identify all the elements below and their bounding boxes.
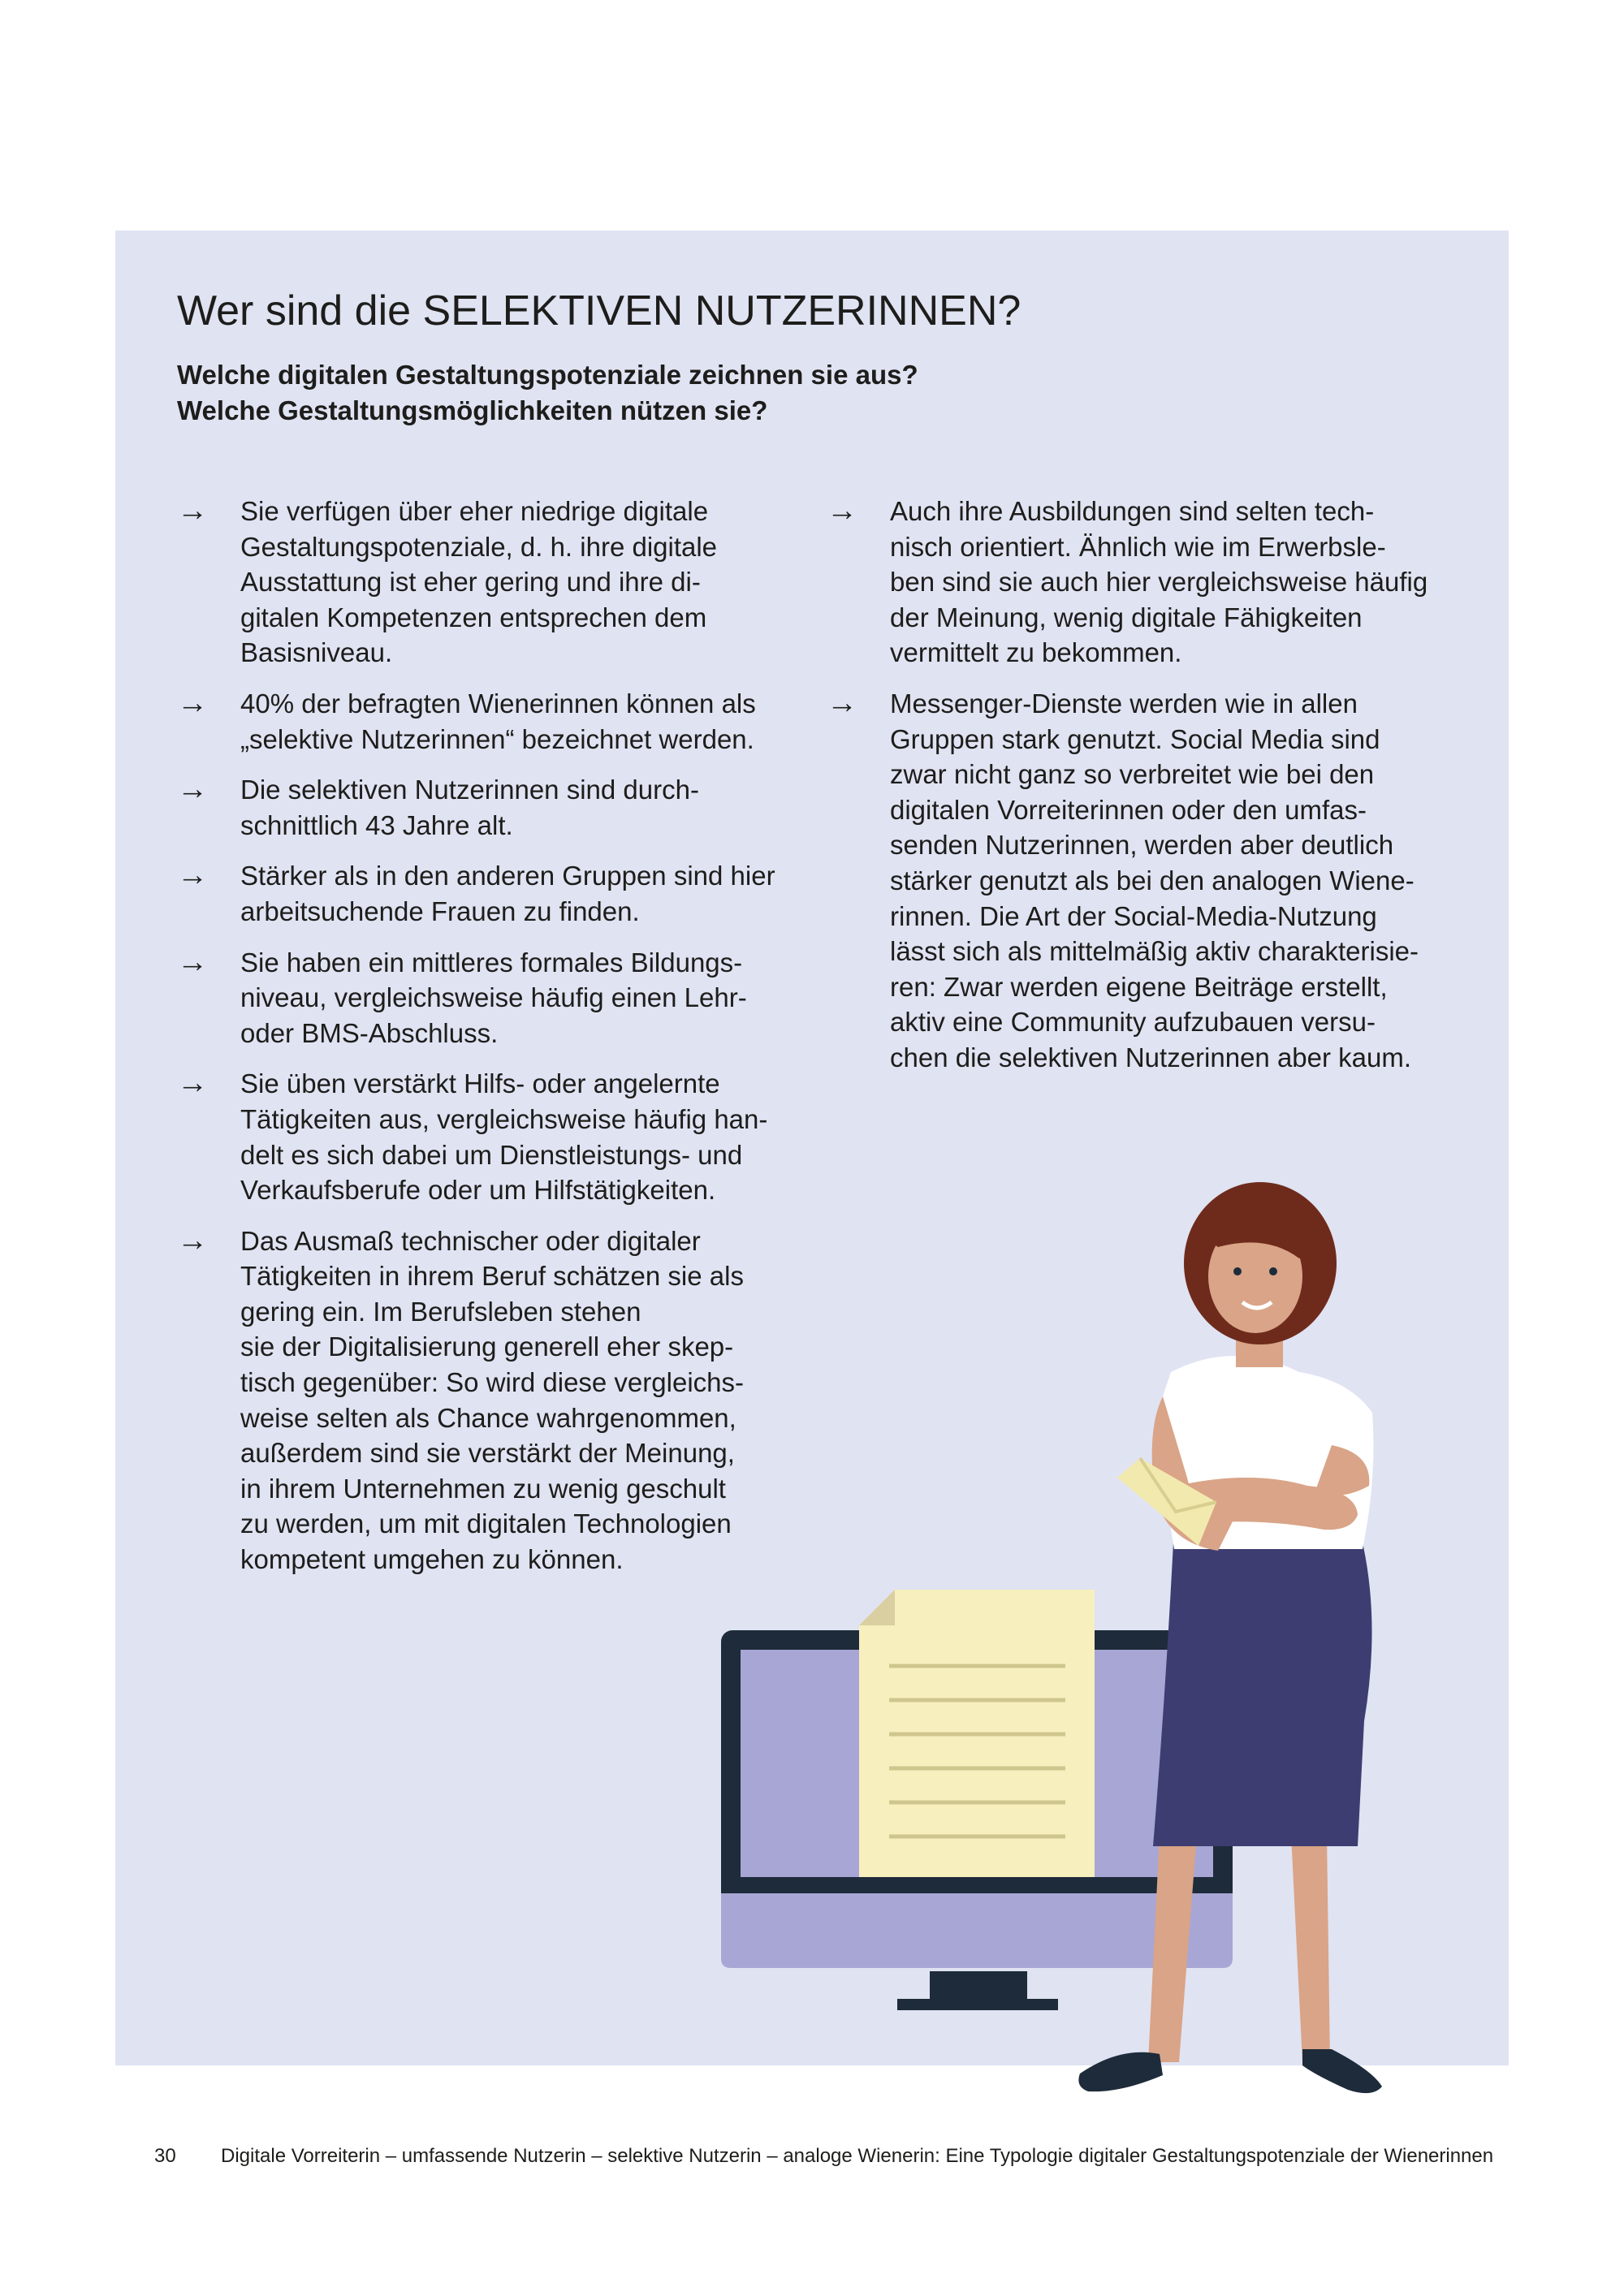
page-title: Wer sind die SELEKTIVEN NUTZERINNEN? (177, 287, 1021, 334)
bullet-text-line: lässt sich als mittelmäßig aktiv charakterisie- (890, 936, 1419, 967)
bullet-text-line: Die selektiven Nutzerinnen sind durch- (240, 775, 699, 805)
subtitle (177, 357, 918, 429)
arrow-right-icon: → (177, 772, 208, 807)
bullet-text-line: 40% der befragten Wienerinnen können als (240, 688, 756, 719)
arrow-right-icon: → (177, 858, 208, 893)
bullet-text-line: der Meinung, wenig digitale Fähigkeiten (890, 602, 1363, 632)
bullet-text-line: Verkaufsberufe oder um Hilfstätigkeiten. (240, 1175, 716, 1206)
bullet-text-line: tisch gegenüber: So wird diese vergleichs- (240, 1367, 744, 1398)
right-bullet-list (827, 494, 1460, 1091)
subtitle-line: Welche digitalen Gestaltungspotenziale zeichnen sie aus? (177, 360, 918, 390)
bullet-text-line: senden Nutzerinnen, werden aber deutlich (890, 830, 1394, 861)
page-number: 30 (154, 2145, 176, 2167)
arrow-right-icon: → (177, 944, 208, 979)
arrow-right-icon: → (177, 1066, 208, 1101)
bullet-text-line: außerdem sind sie verstärkt der Meinung, (240, 1438, 735, 1469)
bullet-text-line: rinnen. Die Art der Social-Media-Nutzung (890, 900, 1377, 931)
bullet-text-line: Tätigkeiten in ihrem Beruf schätzen sie als (240, 1261, 744, 1292)
bullet-text-line: Sie verfügen über eher niedrige digitale (240, 496, 709, 526)
bullet-text-line: „selektive Nutzerinnen“ bezeichnet werden. (240, 723, 754, 754)
arrow-right-icon: → (177, 494, 208, 528)
bullet-text-line: arbeitsuchende Frauen zu finden. (240, 896, 640, 926)
bullet-item (827, 494, 1460, 671)
subtitle-line: Welche Gestaltungsmöglichkeiten nützen sie? (177, 395, 768, 425)
bullet-text-line: niveau, vergleichsweise häufig einen Lehr- (240, 982, 747, 1013)
bullet-text-line: stärker genutzt als bei den analogen Wiene- (890, 865, 1415, 896)
bullet-item (177, 494, 810, 671)
bullet-item (177, 945, 810, 1051)
bullet-text-line: Messenger-Dienste werden wie in allen (890, 688, 1358, 719)
bullet-text-line: Sie üben verstärkt Hilfs- oder angelernte (240, 1068, 720, 1099)
bullet-item (177, 686, 810, 757)
arrow-right-icon: → (177, 685, 208, 720)
bullet-text-line: digitalen Vorreiterinnen oder den umfas- (890, 794, 1367, 825)
bullet-text-line: weise selten als Chance wahrgenommen, (240, 1402, 736, 1433)
bullet-item (177, 858, 810, 929)
bullet-text-line: Ausstattung ist eher gering und ihre di- (240, 567, 701, 598)
woman-with-computer-illustration (698, 1137, 1429, 2111)
bullet-text-line: Basisniveau. (240, 637, 393, 668)
bullet-text-line: zu werden, um mit digitalen Technologien (240, 1508, 732, 1539)
bullet-text-line: gering ein. Im Berufsleben stehen (240, 1296, 641, 1327)
arrow-right-icon: → (827, 685, 857, 720)
bullet-text-line: gitalen Kompetenzen entsprechen dem (240, 602, 707, 632)
bullet-item (827, 686, 1460, 1076)
document-icon (859, 1590, 1095, 1877)
bullet-text-line: Gruppen stark genutzt. Social Media sind (890, 723, 1380, 754)
bullet-text-line: ren: Zwar werden eigene Beiträge erstellt, (890, 971, 1388, 1002)
bullet-text-line: aktiv eine Community aufzubauen versu- (890, 1007, 1376, 1038)
bullet-text-line: zwar nicht ganz so verbreitet wie bei den (890, 759, 1375, 790)
bullet-text-line: delt es sich dabei um Dienstleistungs- und (240, 1139, 743, 1170)
arrow-right-icon: → (177, 1223, 208, 1258)
bullet-text-line: chen die selektiven Nutzerinnen aber kaum. (890, 1042, 1412, 1072)
bullet-text-line: Tätigkeiten aus, vergleichsweise häufig han- (240, 1103, 768, 1134)
arrow-right-icon: → (827, 494, 857, 528)
bullet-text-line: Stärker als in den anderen Gruppen sind hier (240, 861, 775, 891)
bullet-text-line: Sie haben ein mittleres formales Bildungs- (240, 947, 743, 978)
bullet-text-line: Gestaltungspotenziale, d. h. ihre digitale (240, 531, 718, 562)
bullet-text-line: in ihrem Unternehmen zu wenig geschult (240, 1473, 726, 1504)
footer-text: Digitale Vorreiterin – umfassende Nutzerin – selektive Nutzerin – analoge Wienerin: Eine Typologie digitaler Gestaltungspotenziale der Wienerinnen (221, 2145, 1494, 2167)
bullet-text-line: Auch ihre Ausbildungen sind selten tech- (890, 496, 1375, 526)
bullet-item (177, 772, 810, 843)
bullet-text-line: kompetent umgehen zu können. (240, 1544, 624, 1575)
bullet-text-line: nisch orientiert. Ähnlich wie im Erwerbsle- (890, 531, 1386, 562)
bullet-text-line: ben sind sie auch hier vergleichsweise häufig (890, 567, 1428, 598)
bullet-text-line: Das Ausmaß technischer oder digitaler (240, 1225, 701, 1256)
bullet-text-line: oder BMS-Abschluss. (240, 1017, 499, 1048)
bullet-text-line: schnittlich 43 Jahre alt. (240, 809, 513, 840)
bullet-text-line: sie der Digitalisierung generell eher skep- (240, 1331, 734, 1362)
bullet-text-line: vermittelt zu bekommen. (890, 637, 1182, 668)
